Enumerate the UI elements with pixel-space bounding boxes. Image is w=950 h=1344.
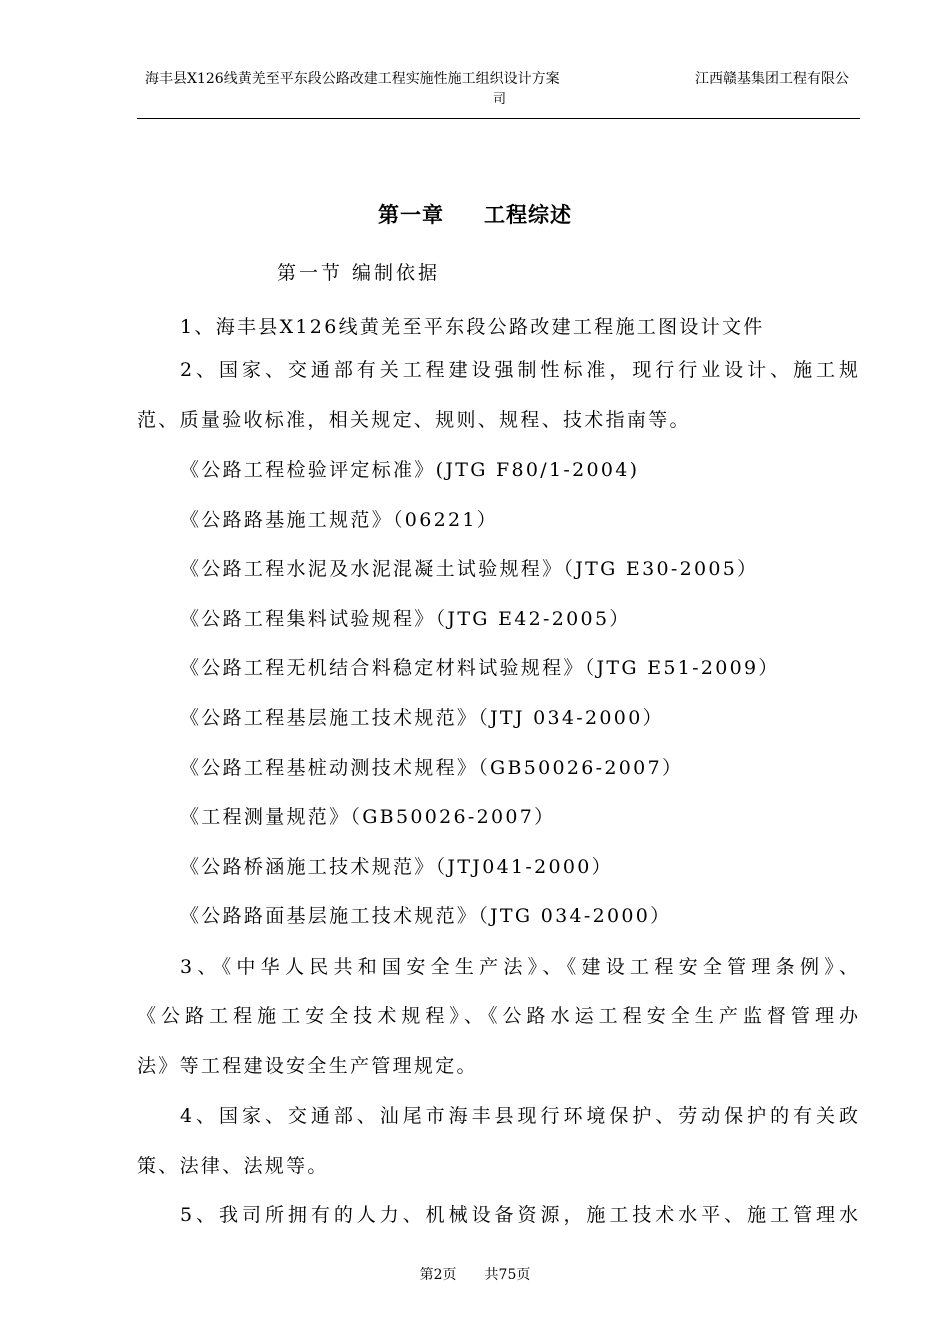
chapter-title bbox=[0, 199, 950, 229]
body-item-2-line-2: 范、质量验收标准，相关规定、规则、规程、技术指南等。 bbox=[137, 409, 691, 431]
section-title: 第一节 编制依据 bbox=[277, 262, 441, 284]
standard-item: 《公路工程集料试验规程》（JTG E42-2005） bbox=[180, 608, 631, 630]
page-footer bbox=[0, 1264, 950, 1284]
header-divider bbox=[137, 118, 860, 119]
body-item-3-line-1: 3、《中华人民共和国安全生产法》、《建设工程安全管理条例》、 bbox=[180, 956, 858, 978]
page-total: 共75页 bbox=[484, 1267, 531, 1283]
standard-item: 《公路路面基层施工技术规范》（JTG 034-2000） bbox=[180, 905, 672, 927]
standard-item: 《工程测量规范》（GB50026-2007） bbox=[180, 806, 556, 828]
standard-item: 《公路工程检验评定标准》(JTG F80/1-2004) bbox=[180, 459, 640, 481]
standard-item: 《公路桥涵施工技术规范》（JTJ041-2000） bbox=[180, 856, 613, 878]
body-item-4-line-2: 策、法律、法规等。 bbox=[137, 1155, 329, 1177]
body-item-5-line-1: 5、我司所拥有的人力、机械设备资源，施工技术水平、施工管理水 bbox=[180, 1204, 858, 1226]
standard-item: 《公路路基施工规范》（06221） bbox=[180, 509, 499, 531]
header-company-name-wrap: 司 bbox=[493, 92, 507, 107]
body-item-2-line-1: 2、国家、交通部有关工程建设强制性标准，现行行业设计、施工规 bbox=[180, 359, 858, 381]
body-item-4-line-1: 4、国家、交通部、汕尾市海丰县现行环境保护、劳动保护的有关政 bbox=[180, 1105, 858, 1127]
page-number: 第2页 bbox=[419, 1267, 457, 1283]
chapter-name: 工程综述 bbox=[484, 203, 572, 227]
body-item-3-line-2: 《公路工程施工安全技术规程》、《公路水运工程安全生产监督管理办 bbox=[137, 1005, 858, 1027]
standard-item: 《公路工程无机结合料稳定材料试验规程》（JTG E51-2009） bbox=[180, 657, 780, 679]
standard-item: 《公路工程基桩动测技术规程》（GB50026-2007） bbox=[180, 757, 684, 779]
header-project-title: 海丰县X126线黄羌至平东段公路改建工程实施性施工组织设计方案 bbox=[145, 71, 560, 87]
chapter-number: 第一章 bbox=[378, 203, 444, 227]
standard-item: 《公路工程基层施工技术规范》（JTJ 034-2000） bbox=[180, 707, 664, 729]
standard-item: 《公路工程水泥及水泥混凝土试验规程》（JTG E30-2005） bbox=[180, 558, 759, 580]
header-company-name: 江西赣基集团工程有限公 bbox=[695, 71, 849, 87]
body-item-3-line-3: 法》等工程建设安全生产管理规定。 bbox=[137, 1055, 478, 1077]
body-item-1: 1、海丰县X126线黄羌至平东段公路改建工程施工图设计文件 bbox=[180, 316, 765, 338]
